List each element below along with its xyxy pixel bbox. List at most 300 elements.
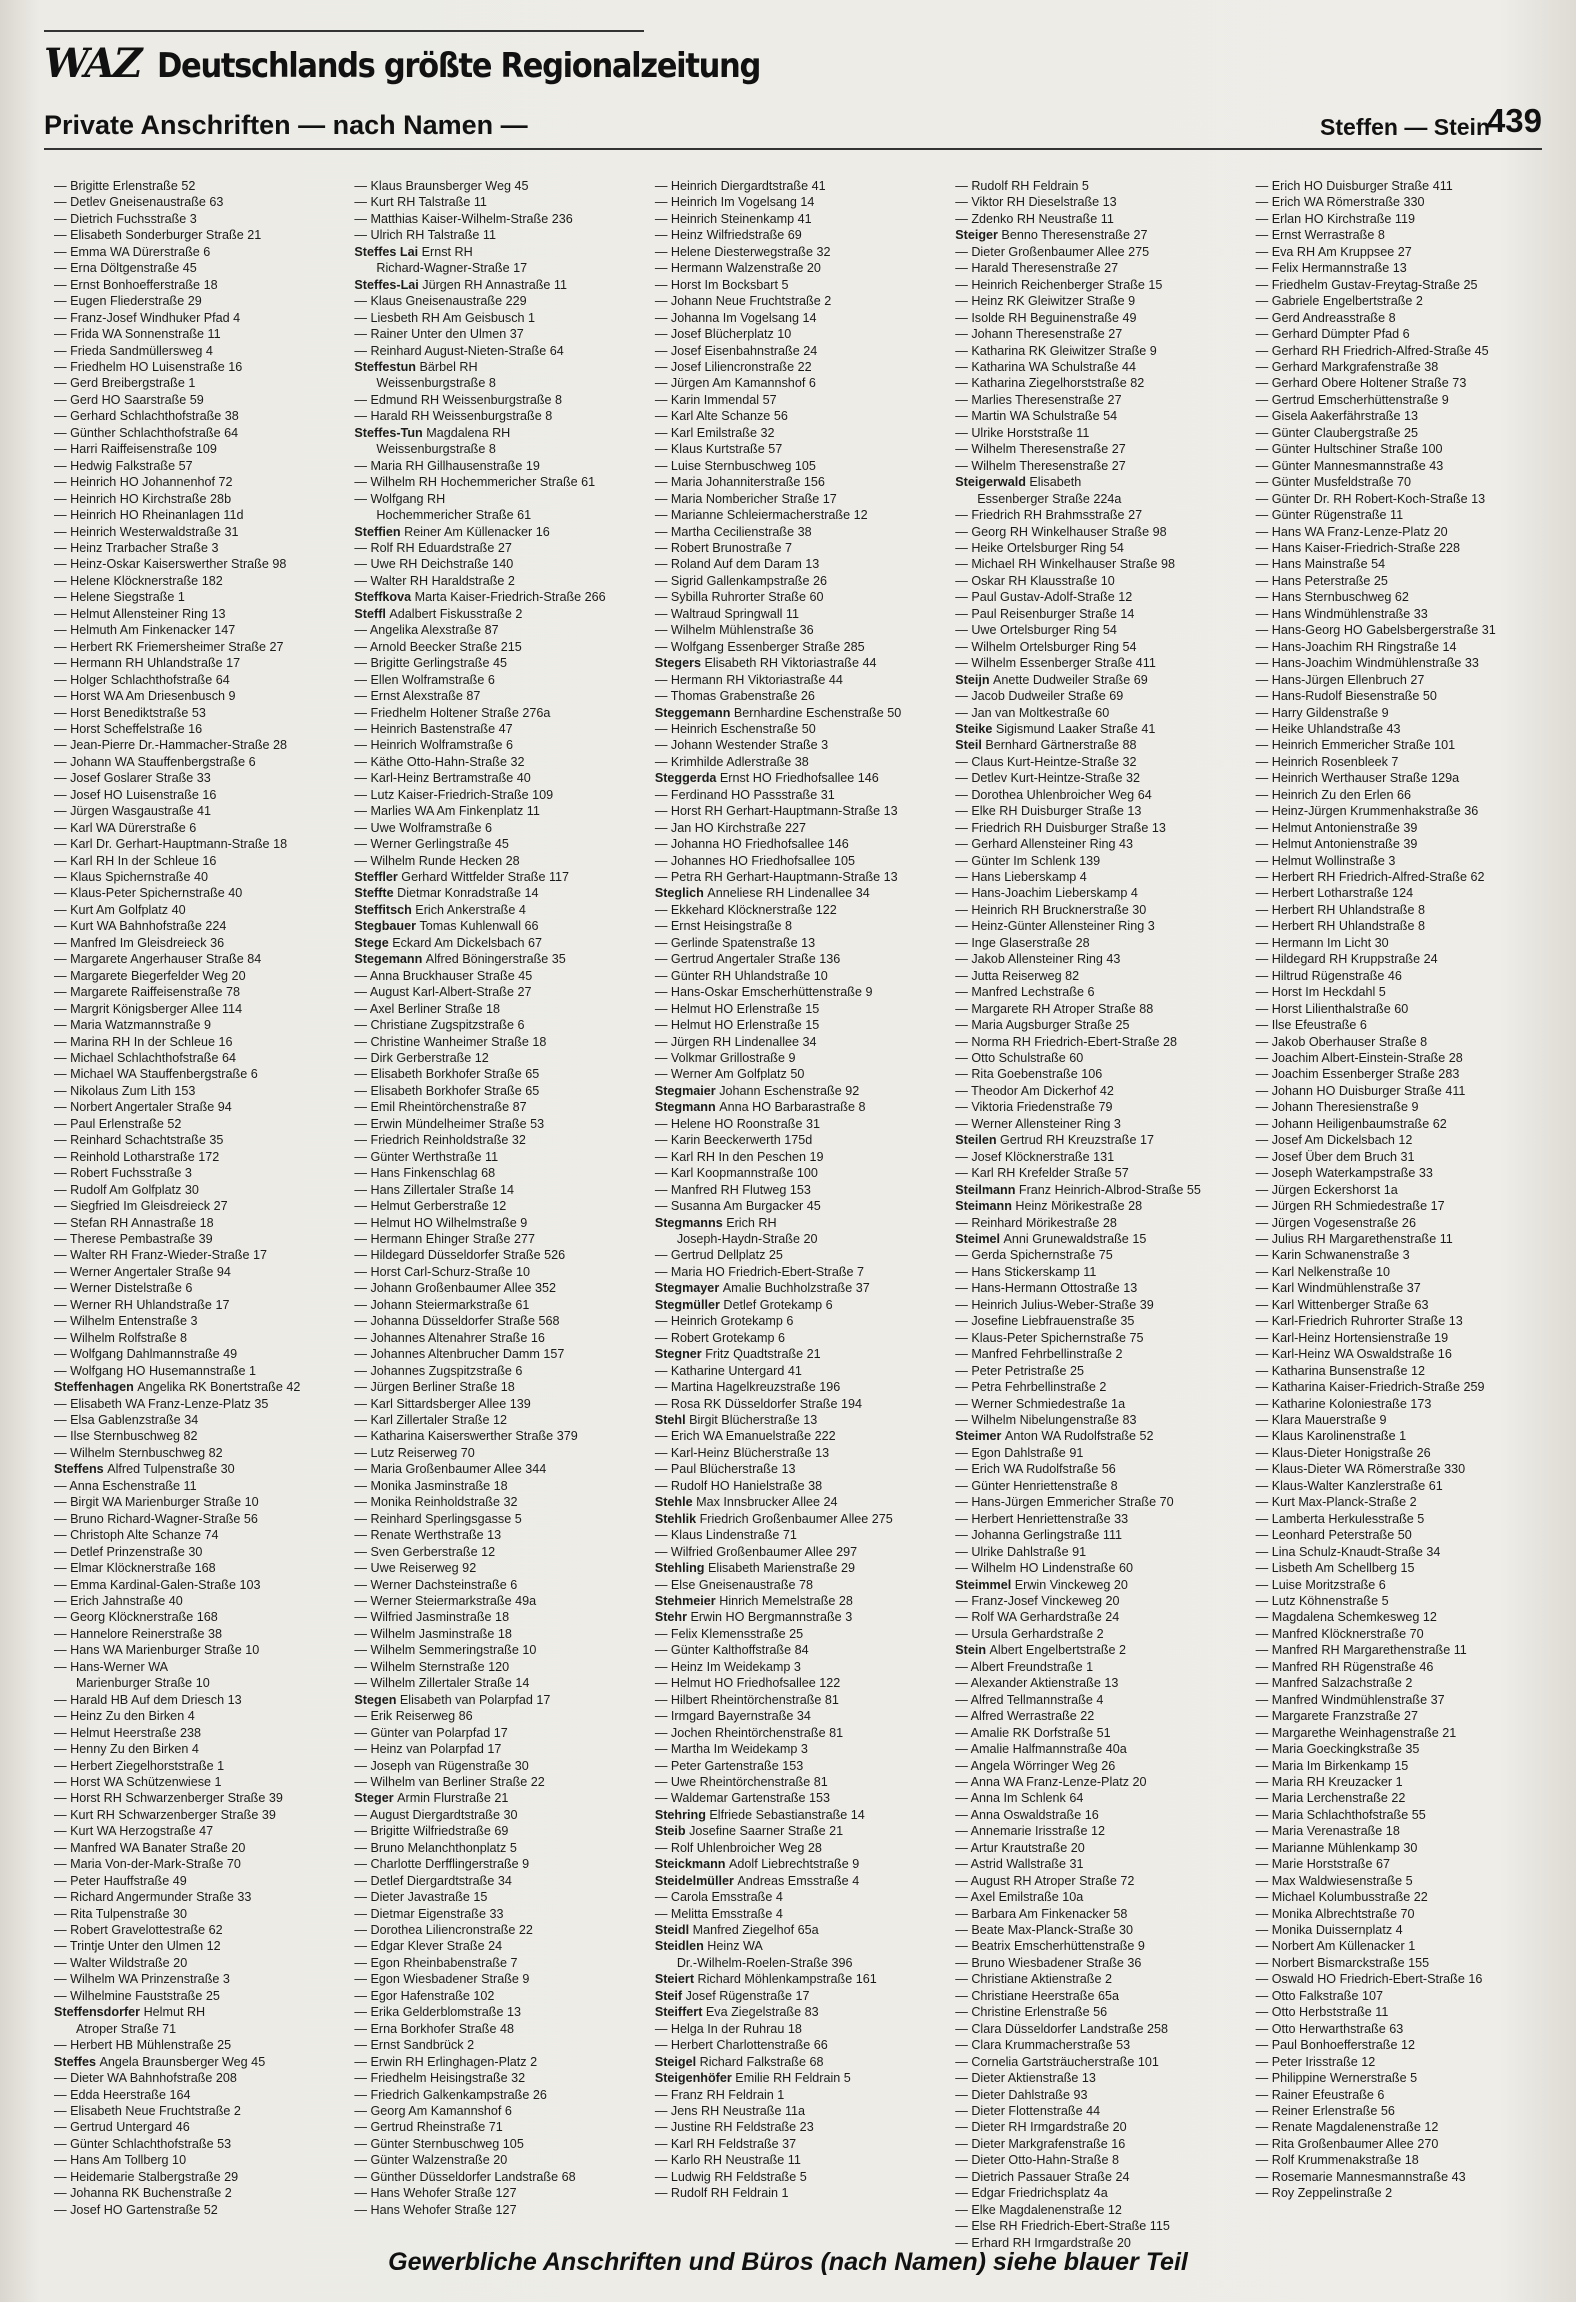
listing-entry: — Arnold Beecker Straße 215 bbox=[354, 639, 642, 655]
surname-heading: Stegmanns bbox=[654, 1215, 727, 1230]
listing-entry: — Karin Beeckerwerth 175d bbox=[655, 1132, 943, 1148]
listing-entry: — Heinz-Oskar Kaiserswerther Straße 98 bbox=[54, 556, 342, 572]
surname-heading: Steffenhagen bbox=[54, 1380, 138, 1395]
listing-entry: — Klaus-Dieter WA Römerstraße 330 bbox=[1256, 1461, 1544, 1477]
listing-entry: — Johann Neue Fruchtstraße 2 bbox=[655, 293, 943, 309]
listing-entry: — Rolf Krummenakstraße 18 bbox=[1256, 2152, 1544, 2168]
listing-entry: — Maria Johanniterstraße 156 bbox=[655, 474, 943, 490]
listing-entry: — Manfred Lechstraße 6 bbox=[955, 984, 1243, 1000]
listing-entry: — Norbert Am Küllenacker 1 bbox=[1256, 1938, 1544, 1954]
surname-heading: Stegbauer bbox=[354, 919, 420, 934]
listing-entry: — Harald Theresenstraße 27 bbox=[955, 260, 1243, 276]
listing-entry: — Rudolf RH Feldrain 1 bbox=[655, 2185, 943, 2201]
listing-entry: — Josef Eisenbahnstraße 24 bbox=[655, 343, 943, 359]
listing-entry: — Werner Allensteiner Ring 3 bbox=[955, 1116, 1243, 1132]
listing-entry: — Dietmar Eigenstraße 33 bbox=[354, 1906, 642, 1922]
listing-entry: — Wilhelm Mühlenstraße 36 bbox=[655, 622, 943, 638]
listing-entry: — Klara Mauerstraße 9 bbox=[1256, 1412, 1544, 1428]
listing-entry: — Manfred Fehrbellinstraße 2 bbox=[955, 1346, 1243, 1362]
listing-entry: — Rita Tulpenstraße 30 bbox=[54, 1906, 342, 1922]
listing-entry: — Roy Zeppelinstraße 2 bbox=[1256, 2185, 1544, 2201]
listing-entry: Steger Armin Flurstraße 21 bbox=[354, 1791, 509, 1806]
listing-entry: — Clara Krummacherstraße 53 bbox=[955, 2037, 1243, 2053]
surname-heading: Steggemann bbox=[654, 705, 734, 720]
listing-entry: — Klaus Braunsberger Weg 45 bbox=[354, 178, 642, 194]
listing-entry: — Bruno Melanchthonplatz 5 bbox=[354, 1840, 642, 1856]
listing-entry: — Ernst Bonhoefferstraße 18 bbox=[54, 277, 342, 293]
masthead-slogan: Deutschlands größte Regionalzeitung bbox=[156, 46, 760, 86]
listing-entry: — Jakob Oberhauser Straße 8 bbox=[1256, 1034, 1544, 1050]
listing-entry: — Käthe Otto-Hahn-Straße 32 bbox=[354, 754, 642, 770]
listing-entry: — Maria Im Birkenkamp 15 bbox=[1256, 1758, 1544, 1774]
listing-entry: Steidl Manfred Ziegelhof 65a bbox=[654, 1923, 819, 1938]
surname-heading: Steffitsch bbox=[354, 902, 416, 917]
listing-entry: — Günter Hultschiner Straße 100 bbox=[1256, 441, 1544, 457]
surname-heading: Steigenhöfer bbox=[654, 2071, 736, 2086]
listing-entry: — Jakob Allensteiner Ring 43 bbox=[955, 951, 1243, 967]
listing-entry: — Uwe Wolframstraße 6 bbox=[354, 820, 642, 836]
listing-entry: — Hans-Joachim RH Ringstraße 14 bbox=[1256, 639, 1544, 655]
listing-entry: — Marlies WA Am Finkenplatz 11 bbox=[354, 803, 642, 819]
listing-entry: — Maria Großenbaumer Allee 344 bbox=[354, 1461, 642, 1477]
listing-entry: — Helmut HO Erlenstraße 15 bbox=[655, 1017, 943, 1033]
listing-entry: — Dieter Aktienstraße 13 bbox=[955, 2070, 1243, 2086]
surname-heading: Steffien bbox=[354, 524, 405, 539]
listing-entry: — Herbert Ziegelhorststraße 1 bbox=[54, 1758, 342, 1774]
listing-entry: — Dieter Javastraße 15 bbox=[354, 1889, 642, 1905]
listing-entry: — Alfred Werrastraße 22 bbox=[955, 1708, 1243, 1724]
listing-entry: — Wilhelm Nibelungenstraße 83 bbox=[955, 1412, 1243, 1428]
listing-entry: — Friedrich RH Duisburger Straße 13 bbox=[955, 820, 1243, 836]
listing-entry: — Otto Herbststraße 11 bbox=[1256, 2004, 1544, 2020]
listing-entry: — Günter Mannesmannstraße 43 bbox=[1256, 458, 1544, 474]
listing-entry: — Johanna Düsseldorfer Straße 568 bbox=[354, 1313, 642, 1329]
surname-heading: Steigel bbox=[654, 2054, 700, 2069]
listing-entry: Stegen Elisabeth van Polarpfad 17 bbox=[354, 1692, 551, 1707]
listing-entry: — Horst RH Gerhart-Hauptmann-Straße 13 bbox=[655, 803, 943, 819]
listing-entry: — Hildegard RH Kruppstraße 24 bbox=[1256, 951, 1544, 967]
listing-entry: — Gerd HO Saarstraße 59 bbox=[54, 392, 342, 408]
listing-entry: — Jan HO Kirchstraße 227 bbox=[655, 820, 943, 836]
listing-entry: — Jürgen Wasgaustraße 41 bbox=[54, 803, 342, 819]
listing-entry: — Johanna RK Buchenstraße 2 bbox=[54, 2185, 342, 2201]
listing-entry: — Jürgen Am Kamannshof 6 bbox=[655, 375, 943, 391]
listing-entry: — Theodor Am Dickerhof 42 bbox=[955, 1083, 1243, 1099]
listing-entry: Steif Josef Rügenstraße 17 bbox=[654, 1988, 810, 2003]
listing-entry: — Johann Großenbaumer Allee 352 bbox=[354, 1280, 642, 1296]
listing-entry: — Reinhard Sperlingsgasse 5 bbox=[354, 1511, 642, 1527]
listing-entry: — Alfred Tellmannstraße 4 bbox=[955, 1692, 1243, 1708]
listing-entry: — Marie Horststraße 67 bbox=[1256, 1856, 1544, 1872]
listing-entry: Steffens Alfred Tulpenstraße 30 bbox=[54, 1462, 235, 1477]
surname-heading: Steijn bbox=[955, 672, 994, 687]
listing-entry: — Herbert Charlottenstraße 66 bbox=[655, 2037, 943, 2053]
listing-entry: — Wilhelm WA Prinzenstraße 3 bbox=[54, 1971, 342, 1987]
listing-entry: — Johannes HO Friedhofsallee 105 bbox=[655, 853, 943, 869]
listing-entry: — Hermann Ehinger Straße 277 bbox=[354, 1231, 642, 1247]
listing-entry: — Walter Wildstraße 20 bbox=[54, 1955, 342, 1971]
listing-entry: — Artur Krautstraße 20 bbox=[955, 1840, 1243, 1856]
listing-entry: — Helmut Gerberstraße 12 bbox=[354, 1198, 642, 1214]
listing-entry: — Margarete Raiffeisenstraße 78 bbox=[54, 984, 342, 1000]
listing-entry: — Dieter Flottenstraße 44 bbox=[955, 2103, 1243, 2119]
listing-entry: — Heinz RK Gleiwitzer Straße 9 bbox=[955, 293, 1243, 309]
listing-entry: — Hans Stickerskamp 11 bbox=[955, 1264, 1243, 1280]
listing-entry: — Marina RH In der Schleue 16 bbox=[54, 1034, 342, 1050]
listing-entry: — Max Waldwiesenstraße 5 bbox=[1256, 1873, 1544, 1889]
listing-entry: — Jan van Moltkestraße 60 bbox=[955, 705, 1243, 721]
listing-entry: — Elmar Klöcknerstraße 168 bbox=[54, 1560, 342, 1576]
listing-entry: — Elsa Gablenzstraße 34 bbox=[54, 1412, 342, 1428]
listing-entry: — Hans-Oskar Emscherhüttenstraße 9 bbox=[655, 984, 943, 1000]
listing-entry: Stehring Elfriede Sebastianstraße 14 bbox=[654, 1807, 865, 1822]
listing-entry: Steijn Anette Dudweiler Straße 69 bbox=[955, 672, 1148, 687]
surname-heading: Steffensdorfer bbox=[54, 2005, 144, 2020]
listing-entry: — Wolfgang Essenberger Straße 285 bbox=[655, 639, 943, 655]
listing-entry: — Günther Düsseldorfer Landstraße 68 bbox=[354, 2169, 642, 2185]
surname-heading: Steidl bbox=[654, 1923, 693, 1938]
listing-entry: — Werner Gerlingstraße 45 bbox=[354, 836, 642, 852]
listing-entry: — Heike Uhlandstraße 43 bbox=[1256, 721, 1544, 737]
listing-entry: — Karlo RH Neustraße 11 bbox=[655, 2152, 943, 2168]
listing-entry: — Rainer Unter den Ulmen 37 bbox=[354, 326, 642, 342]
listing-entry: Stegmanns Erich RH bbox=[654, 1215, 777, 1230]
listing-entry: — Klaus Gneisenaustraße 229 bbox=[354, 293, 642, 309]
listing-entry: — Klaus-Peter Spichernstraße 40 bbox=[54, 885, 342, 901]
listing-entry: — Günther Schlachthofstraße 64 bbox=[54, 425, 342, 441]
listing-entry: — Josef Klöcknerstraße 131 bbox=[955, 1149, 1243, 1165]
listing-entry: Steiert Richard Möhlenkampstraße 161 bbox=[654, 1972, 877, 1987]
listing-entry: Steidelmüller Andreas Emsstraße 4 bbox=[654, 1873, 860, 1888]
listing-entry: — Margarete Angerhauser Straße 84 bbox=[54, 951, 342, 967]
listing-entry: — Axel Berliner Straße 18 bbox=[354, 1001, 642, 1017]
surname-heading: Steif bbox=[654, 1988, 686, 2003]
listing-entry: — Wilhelm Zillertaler Straße 14 bbox=[354, 1675, 642, 1691]
listing-entry: Steffes-Lai Jürgen RH Annastraße 11 bbox=[354, 277, 567, 292]
listing-entry: — Karl RH Feldstraße 37 bbox=[655, 2136, 943, 2152]
listing-entry: — Dietrich Passauer Straße 24 bbox=[955, 2169, 1243, 2185]
listing-entry: — Werner Steiermarkstraße 49a bbox=[354, 1593, 642, 1609]
listing-entry: — Wilhelm Semmeringstraße 10 bbox=[354, 1642, 642, 1658]
listing-entry: — Erich WA Emanuelstraße 222 bbox=[655, 1428, 943, 1444]
listing-entry: — Heinrich Emmericher Straße 101 bbox=[1256, 737, 1544, 753]
listing-entry: — Kurt RH Schwarzenberger Straße 39 bbox=[54, 1807, 342, 1823]
name-range: Steffen — Stein bbox=[1320, 114, 1490, 140]
listing-entry: Marienburger Straße 10 bbox=[76, 1676, 210, 1691]
listing-entry: — Uwe RH Deichstraße 140 bbox=[354, 556, 642, 572]
listing-entry: — Elke Magdalenenstraße 12 bbox=[955, 2202, 1243, 2218]
surname-heading: Steglich bbox=[654, 886, 708, 901]
listing-entry: — Hans Wehofer Straße 127 bbox=[354, 2185, 642, 2201]
listing-entry: — Renate Magdalenenstraße 12 bbox=[1256, 2119, 1544, 2135]
listing-entry: — Heinrich Rosenbleek 7 bbox=[1256, 754, 1544, 770]
listing-entry: — Dieter RH Irmgardstraße 20 bbox=[955, 2119, 1243, 2135]
listing-entry: — Norbert Angertaler Straße 94 bbox=[54, 1099, 342, 1115]
listing-entry: — Margarete Biegerfelder Weg 20 bbox=[54, 968, 342, 984]
listing-entry: — Dieter Otto-Hahn-Straße 8 bbox=[955, 2152, 1243, 2168]
listing-entry: — Friedhelm Gustav-Freytag-Straße 25 bbox=[1256, 277, 1544, 293]
listing-entry: — Johannes Zugspitzstraße 6 bbox=[354, 1363, 642, 1379]
listing-entry: — Isolde RH Beguinenstraße 49 bbox=[955, 310, 1243, 326]
listing-entry: — Charlotte Derfflingerstraße 9 bbox=[354, 1856, 642, 1872]
listing-entry: Steimer Anton WA Rudolfstraße 52 bbox=[955, 1429, 1154, 1444]
listing-entry: — Hans Zillertaler Straße 14 bbox=[354, 1182, 642, 1198]
surname-heading: Steffes-Tun bbox=[354, 425, 427, 440]
listing-entry: Steffenhagen Angelika RK Bonertstraße 42 bbox=[54, 1380, 301, 1395]
listing-entry: — Jürgen Vogesenstraße 26 bbox=[1256, 1215, 1544, 1231]
listing-entry: — Johannes Altenahrer Straße 16 bbox=[354, 1330, 642, 1346]
listing-entry: — Gertrud Dellplatz 25 bbox=[655, 1247, 943, 1263]
listing-entry: Steiffert Eva Ziegelstraße 83 bbox=[654, 2005, 819, 2020]
listing-entry: — Ellen Wolframstraße 6 bbox=[354, 672, 642, 688]
listing-entry: — Heinrich Westerwaldstraße 31 bbox=[54, 524, 342, 540]
listing-entry: — Jutta Reiserweg 82 bbox=[955, 968, 1243, 984]
listing-entry: — Hilbert Rheintörchenstraße 81 bbox=[655, 1692, 943, 1708]
listing-entry: — Otto Herwarthstraße 63 bbox=[1256, 2021, 1544, 2037]
listing-entry: — Rita Großenbaumer Allee 270 bbox=[1256, 2136, 1544, 2152]
listing-entry: — Peter Irisstraße 12 bbox=[1256, 2054, 1544, 2070]
listing-entry: — Johanna Im Vogelsang 14 bbox=[655, 310, 943, 326]
listing-entry: — Hans-Jürgen Ellenbruch 27 bbox=[1256, 672, 1544, 688]
listing-entry: — Günter Dr. RH Robert-Koch-Straße 13 bbox=[1256, 491, 1544, 507]
surname-heading: Steger bbox=[354, 1791, 398, 1806]
listing-entry: — Jacob Dudweiler Straße 69 bbox=[955, 688, 1243, 704]
listing-entry: — Detlev Gneisenaustraße 63 bbox=[54, 194, 342, 210]
listing-entry: — Emil Rheintörchenstraße 87 bbox=[354, 1099, 642, 1115]
surname-heading: Stehl bbox=[654, 1412, 690, 1427]
listing-entry: — Josefine Liebfrauenstraße 35 bbox=[955, 1313, 1243, 1329]
listing-entry: Stegemann Alfred Böningerstraße 35 bbox=[354, 952, 566, 967]
listing-entry: — Elisabeth WA Franz-Lenze-Platz 35 bbox=[54, 1396, 342, 1412]
listing-entry: — Rita Goebenstraße 106 bbox=[955, 1066, 1243, 1082]
listing-entry: — Erna Borkhofer Straße 48 bbox=[354, 2021, 642, 2037]
listing-entry: — Frieda Sandmüllersweg 4 bbox=[54, 343, 342, 359]
surname-heading: Stegemann bbox=[354, 952, 426, 967]
listing-entry: — Günter Schlachthofstraße 53 bbox=[54, 2136, 342, 2152]
listing-entry: — Claus Kurt-Heintze-Straße 32 bbox=[955, 754, 1243, 770]
listing-entry: — Manfred Windmühlenstraße 37 bbox=[1256, 1692, 1544, 1708]
listing-entry: — Kurt RH Talstraße 11 bbox=[354, 194, 642, 210]
listing-entry: — Erwin RH Erlinghagen-Platz 2 bbox=[354, 2054, 642, 2070]
listing-entry: — Heinrich Reichenberger Straße 15 bbox=[955, 277, 1243, 293]
listing-entry: Steffitsch Erich Ankerstraße 4 bbox=[354, 902, 526, 917]
listing-entry: — Erika Gelderblomstraße 13 bbox=[354, 2004, 642, 2020]
listing-entry: — Helmuth Am Finkenacker 147 bbox=[54, 622, 342, 638]
listing-entry: — Hiltrud Rügenstraße 46 bbox=[1256, 968, 1544, 984]
listing-entry: — Anna Im Schlenk 64 bbox=[955, 1790, 1243, 1806]
listing-entry: — Maria Verenastraße 18 bbox=[1256, 1823, 1544, 1839]
listing-entry: — Herbert Henriettenstraße 33 bbox=[955, 1511, 1243, 1527]
surname-heading: Steimel bbox=[955, 1232, 1004, 1246]
listing-entry: — Dieter Dahlstraße 93 bbox=[955, 2087, 1243, 2103]
listing-entry: — Anna Oswaldstraße 16 bbox=[955, 1807, 1243, 1823]
listing-entry: — Manfred WA Banater Straße 20 bbox=[54, 1840, 342, 1856]
listing-entry: — Else Gneisenaustraße 78 bbox=[655, 1577, 943, 1593]
listing-entry: — Otto Falkstraße 107 bbox=[1256, 1988, 1544, 2004]
listing-entry: — Joseph Waterkampstraße 33 bbox=[1256, 1165, 1544, 1181]
listing-entry: — Horst WA Schützenwiese 1 bbox=[54, 1774, 342, 1790]
listing-entry: — Emma WA Dürerstraße 6 bbox=[54, 244, 342, 260]
listing-entry: — Helmut Heerstraße 238 bbox=[54, 1725, 342, 1741]
listing-entry: — Christoph Alte Schanze 74 bbox=[54, 1527, 342, 1543]
listing-entry: — Amalie RK Dorfstraße 51 bbox=[955, 1725, 1243, 1741]
listing-entry: — Wilhelm RH Hochemmericher Straße 61 bbox=[354, 474, 642, 490]
listing-entry: — Lutz Köhnenstraße 5 bbox=[1256, 1593, 1544, 1609]
listing-entry: — Erhard RH Irmgardstraße 20 bbox=[955, 2235, 1243, 2251]
listing-entry: Weissenburgstraße 8 bbox=[376, 442, 496, 457]
listing-entry: Steidlen Heinz WA bbox=[654, 1939, 763, 1954]
listing-entry: Steimmel Erwin Vinckeweg 20 bbox=[955, 1577, 1128, 1592]
listing-entry: — Astrid Wallstraße 31 bbox=[955, 1856, 1243, 1872]
listing-entry: Steike Sigismund Laaker Straße 41 bbox=[955, 721, 1156, 736]
listing-entry: — Uwe Reiserweg 92 bbox=[354, 1560, 642, 1576]
listing-entry: — Beate Max-Planck-Straße 30 bbox=[955, 1922, 1243, 1938]
listing-entry: — Günter Henriettenstraße 8 bbox=[955, 1478, 1243, 1494]
surname-heading: Steffte bbox=[354, 886, 398, 901]
listing-entry: — Ulrike Dahlstraße 91 bbox=[955, 1544, 1243, 1560]
listing-entry: — Johanna HO Friedhofsallee 146 bbox=[655, 836, 943, 852]
surname-heading: Steidelmüller bbox=[654, 1873, 738, 1888]
listing-entry: — Lutz Kaiser-Friedrich-Straße 109 bbox=[354, 787, 642, 803]
listing-entry: — Helmut Antonienstraße 39 bbox=[1256, 836, 1544, 852]
listing-entry: — Petra Fehrbellinstraße 2 bbox=[955, 1379, 1243, 1395]
listing-entry: — Lina Schulz-Knaudt-Straße 34 bbox=[1256, 1544, 1544, 1560]
listing-entry: — Liesbeth RH Am Geisbusch 1 bbox=[354, 310, 642, 326]
listing-entry: — Anna WA Franz-Lenze-Platz 20 bbox=[955, 1774, 1243, 1790]
listing-entry: — Marianne Schleiermacherstraße 12 bbox=[655, 507, 943, 523]
listing-entry: — Anna Bruckhauser Straße 45 bbox=[354, 968, 642, 984]
listing-entry: — Jean-Pierre Dr.-Hammacher-Straße 28 bbox=[54, 737, 342, 753]
listing-entry: — Heike Ortelsburger Ring 54 bbox=[955, 540, 1243, 556]
listing-entry: — Karl Windmühlenstraße 37 bbox=[1256, 1280, 1544, 1296]
surname-heading: Steil bbox=[955, 738, 986, 753]
listing-entry: Steffensdorfer Helmut RH bbox=[54, 2005, 206, 2020]
listing-entry: — Clara Düsseldorfer Landstraße 258 bbox=[955, 2021, 1243, 2037]
listing-entry: — Volkmar Grillostraße 9 bbox=[655, 1050, 943, 1066]
listing-entry: — Rosemarie Mannesmannstraße 43 bbox=[1256, 2169, 1544, 2185]
listing-entry: — Rolf WA Gerhardstraße 24 bbox=[955, 1609, 1243, 1625]
listing-entry: — Heinrich Julius-Weber-Straße 39 bbox=[955, 1297, 1243, 1313]
listing-entry: Dr.-Wilhelm-Roelen-Straße 396 bbox=[676, 1955, 853, 1970]
listing-entry: — Julius RH Margarethenstraße 11 bbox=[1256, 1231, 1544, 1247]
listing-entry: — Herbert HB Mühlenstraße 25 bbox=[54, 2037, 342, 2053]
listing-entry: — Reinhard August-Nieten-Straße 64 bbox=[354, 343, 642, 359]
listing-entry: — Karl Alte Schanze 56 bbox=[655, 408, 943, 424]
listing-entry: — Helene Klöcknerstraße 182 bbox=[54, 573, 342, 589]
listing-entry: — Ursula Gerhardstraße 2 bbox=[955, 1626, 1243, 1642]
listing-entry: — Ernst Werrastraße 8 bbox=[1256, 227, 1544, 243]
surname-heading: Steiger bbox=[955, 228, 1002, 243]
listing-entry: — Barbara Am Finkenacker 58 bbox=[955, 1906, 1243, 1922]
listing-entry: — Werner Schmiedestraße 1a bbox=[955, 1396, 1243, 1412]
listing-entry: — Heinz Wilfriedstraße 69 bbox=[655, 227, 943, 243]
listing-entry: — Justine RH Feldstraße 23 bbox=[655, 2119, 943, 2135]
listing-entry: — Günter Kalthoffstraße 84 bbox=[655, 1642, 943, 1658]
listing-entry: — Günter Walzenstraße 20 bbox=[354, 2152, 642, 2168]
listing-entry: — Annemarie Irisstraße 12 bbox=[955, 1823, 1243, 1839]
listing-entry: — Johann Heiligenbaumstraße 62 bbox=[1256, 1116, 1544, 1132]
surname-heading: Stein bbox=[955, 1643, 990, 1658]
listing-entry: — Gerda Spichernstraße 75 bbox=[955, 1247, 1243, 1263]
listing-entry: Steffien Reiner Am Küllenacker 16 bbox=[354, 524, 550, 539]
listing-entry: — Margrit Königsberger Allee 114 bbox=[54, 1001, 342, 1017]
surname-heading: Stegmüller bbox=[654, 1297, 724, 1312]
listing-entry: — Cornelia Gartsträucherstraße 101 bbox=[955, 2054, 1243, 2070]
listing-entry: Steiger Benno Theresenstraße 27 bbox=[955, 228, 1148, 243]
listing-entry: — Helene Diesterwegstraße 32 bbox=[655, 244, 943, 260]
listing-entry: — Jürgen Eckershorst 1a bbox=[1256, 1182, 1544, 1198]
listing-entry: — Anna Eschenstraße 11 bbox=[54, 1478, 342, 1494]
listing-entry: Stehmeier Hinrich Memelstraße 28 bbox=[654, 1593, 853, 1608]
listing-entry: — Ernst Heisingstraße 8 bbox=[655, 918, 943, 934]
listing-entry: — Sybilla Ruhrorter Straße 60 bbox=[655, 589, 943, 605]
section-title: Private Anschriften — nach Namen — bbox=[44, 110, 528, 140]
listing-entry: — Egor Hafenstraße 102 bbox=[354, 1988, 642, 2004]
surname-heading: Steimmel bbox=[955, 1577, 1015, 1592]
listing-entry: — Katharine Untergard 41 bbox=[655, 1363, 943, 1379]
listing-entry: — Klaus-Walter Kanzlerstraße 61 bbox=[1256, 1478, 1544, 1494]
listing-entry: — Emma Kardinal-Galen-Straße 103 bbox=[54, 1577, 342, 1593]
listing-entry: — Katharina Kaiser-Friedrich-Straße 259 bbox=[1256, 1379, 1544, 1395]
listing-entry: — Karl RH In den Peschen 19 bbox=[655, 1149, 943, 1165]
listing-entry: — Bruno Richard-Wagner-Straße 56 bbox=[54, 1511, 342, 1527]
listing-entry: Steimel Anni Grunewaldstraße 15 bbox=[955, 1232, 1147, 1246]
listing-entry: — Hans Finkenschlag 68 bbox=[354, 1165, 642, 1181]
listing-entry: Steffes-Tun Magdalena RH bbox=[354, 425, 511, 440]
listing-entry: — Johann HO Duisburger Straße 411 bbox=[1256, 1083, 1544, 1099]
listing-entry: — Wilhelm Rolfstraße 8 bbox=[54, 1330, 342, 1346]
listing-entry: — Hans-Georg HO Gabelsbergerstraße 31 bbox=[1256, 622, 1544, 638]
listing-entry: — Luise Sternbuschweg 105 bbox=[655, 458, 943, 474]
listing-entry: — Dirk Gerberstraße 12 bbox=[354, 1050, 642, 1066]
listing-entry: — Hans Windmühlenstraße 33 bbox=[1256, 606, 1544, 622]
listing-entry: — Paul Gustav-Adolf-Straße 12 bbox=[955, 589, 1243, 605]
listing-entry: — Monika Albrechtstraße 70 bbox=[1256, 1906, 1544, 1922]
listing-entry: — Helmut Allensteiner Ring 13 bbox=[54, 606, 342, 622]
listing-entry: — Gabriele Engelbertstraße 2 bbox=[1256, 293, 1544, 309]
listing-entry: — Karl RH In der Schleue 16 bbox=[54, 853, 342, 869]
listing-entry: Steffler Gerhard Wittfelder Straße 117 bbox=[354, 870, 570, 885]
listing-entry: — Johannes Altenbrucher Damm 157 bbox=[354, 1346, 642, 1362]
listing-entry: Stehle Max Innsbrucker Allee 24 bbox=[654, 1495, 838, 1510]
listing-entry: — Gertrud Rheinstraße 71 bbox=[354, 2119, 642, 2135]
listing-entry: — Karl RH Krefelder Straße 57 bbox=[955, 1165, 1243, 1181]
listing-entry: — Klaus Karolinenstraße 1 bbox=[1256, 1428, 1544, 1444]
listing-entry: — Werner Angertaler Straße 94 bbox=[54, 1264, 342, 1280]
listing-entry: Steib Josefine Saarner Straße 21 bbox=[654, 1824, 844, 1839]
listing-entry: — Karl Dr. Gerhart-Hauptmann-Straße 18 bbox=[54, 836, 342, 852]
listing-entry: — Christiane Aktienstraße 2 bbox=[955, 1971, 1243, 1987]
listing-entry: Stege Eckard Am Dickelsbach 67 bbox=[354, 935, 542, 950]
listing-entry: Steffes Lai Ernst RH bbox=[354, 244, 473, 259]
listing-entry: — Peter Petristraße 25 bbox=[955, 1363, 1243, 1379]
listing-entry: — Karl WA Dürerstraße 6 bbox=[54, 820, 342, 836]
listing-entry: — Heinrich Werthauser Straße 129a bbox=[1256, 770, 1544, 786]
listing-entry: — Wilhelm Jasminstraße 18 bbox=[354, 1626, 642, 1642]
listing-entry: Stegmaier Johann Eschenstraße 92 bbox=[654, 1083, 860, 1098]
listing-entry: — Katharine Koloniestraße 173 bbox=[1256, 1396, 1544, 1412]
listing-entry: Stegner Fritz Quadtstraße 21 bbox=[654, 1347, 821, 1362]
listing-entry: — Detlef Diergardtstraße 34 bbox=[354, 1873, 642, 1889]
listing-entry: — Kurt WA Herzogstraße 47 bbox=[54, 1823, 342, 1839]
listing-entry: — Maria RH Kreuzacker 1 bbox=[1256, 1774, 1544, 1790]
listing-entry: — Heinrich RH Brucknerstraße 30 bbox=[955, 902, 1243, 918]
listing-entry: — Paul Reisenburger Straße 14 bbox=[955, 606, 1243, 622]
listing-entry: — Ludwig RH Feldstraße 5 bbox=[655, 2169, 943, 2185]
surname-heading: Steimann bbox=[955, 1199, 1016, 1214]
surname-heading: Stehr bbox=[654, 1610, 691, 1625]
listing-entry: Steffl Adalbert Fiskusstraße 2 bbox=[354, 606, 523, 621]
